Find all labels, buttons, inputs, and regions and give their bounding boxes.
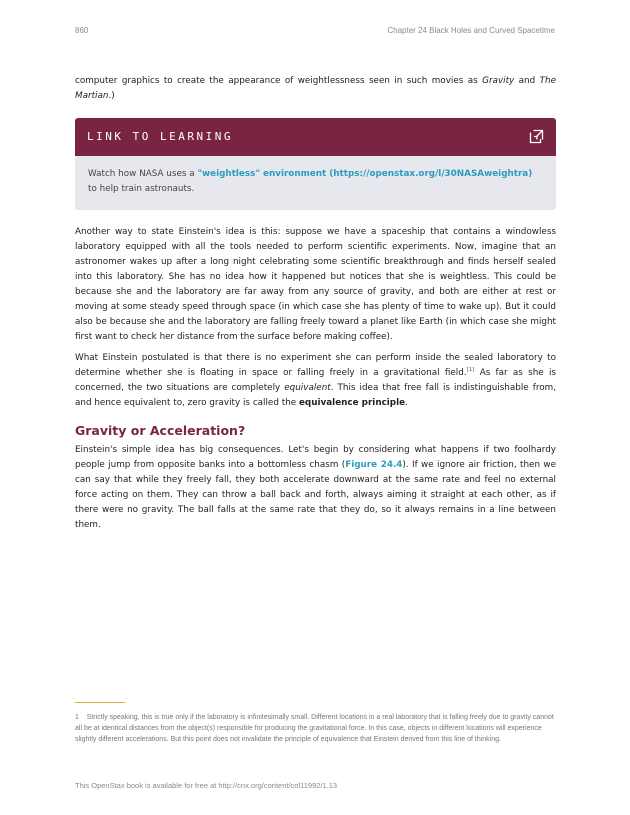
- page-footer: This OpenStax book is available for free at http://cnx.org/content/col11992/1.13: [75, 781, 338, 790]
- footnote-text: Strictly speaking, this is true only if the laboratory is infinitesimally small. Different locations in a real laboratory that is falling freely due to gravity cannot all be at identical distances from the object(s) responsible for producing the gravitational force. In this case, objects in different locations will experience slightly different accelerations. But this point does not invalidate the principle of equivalence that Einstein derived from this line of thinking.: [75, 714, 554, 744]
- page-body: [75, 74, 556, 533]
- section-text-b: ). If we ignore air friction, then we can say that while they freely fall, they both accelerate downward at the same rate and feel no external force acting on them. They can throw a ball back and forth, always aiming it straight at each other, as if there were no gravity. The ball falls at the same rate that they do, so it always remains in a line between them.: [75, 460, 556, 530]
- page-header: [75, 26, 555, 38]
- equivalence-text-c: . This idea that free fall is indistinguishable from, and hence equivalent to, zero gravity is called the: [75, 383, 556, 408]
- intro-text-end: .): [108, 91, 115, 101]
- link-to-learning-body: [75, 156, 556, 210]
- chapter-title: Chapter 24 Black Holes and Curved Spacetime: [387, 26, 555, 35]
- external-link-icon[interactable]: [529, 129, 544, 144]
- equivalence-text-b: As far as she is concerned, the two situations are completely: [75, 368, 557, 393]
- footnote: [75, 712, 556, 746]
- footnote-ref[interactable]: [1]: [466, 367, 475, 374]
- paragraph-equivalence: [75, 351, 556, 411]
- equivalence-text-end: .: [405, 398, 408, 408]
- equivalence-principle-term: equivalence principle: [298, 398, 406, 408]
- intro-text: computer graphics to create the appearance of weightlessness seen in such movies as: [75, 76, 483, 86]
- page-number: 860: [75, 26, 89, 35]
- footnote-divider: [75, 702, 125, 703]
- intro-text-and: and: [514, 76, 540, 86]
- intro-paragraph: [75, 74, 556, 104]
- paragraph-gravity-acceleration: [75, 443, 556, 533]
- footnote-number: 1: [75, 714, 79, 721]
- movie-title-gravity: Gravity: [482, 76, 515, 86]
- equivalence-text: What Einstein postulated is that there is no experiment she can perform inside the sealed laboratory to determine whether she is floating in space or falling freely in a gravitational field.: [75, 353, 556, 378]
- link-to-learning-box: [75, 118, 556, 210]
- section-text: Einstein's simple idea has big consequences. Let's begin by considering what happens if two foolhardy people jump from opposite banks into a bottomless chasm (: [75, 445, 556, 470]
- paragraph-spaceship: Another way to state Einstein's idea is this: suppose we have a spaceship that contains a windowless laboratory equipped with all the tools needed to perform scientific experiments. Now, imagine that an astronomer wakes up after a long night celebrating some scientific breakthrough and finds herself sealed into this laboratory. She has no idea how it happened but notices that she is weightless. This could be because she and the laboratory are far away from any source of gravity, and both are either at rest or moving at some steady speed through space (in which case she has plenty of time to wake up). But it could also be because she and the laboratory are falling freely toward a planet like Earth (in which case she might first want to check her distance from the surface before making coffee).: [75, 227, 556, 342]
- section-heading: Gravity or Acceleration?: [75, 423, 246, 438]
- nasa-weightless-link[interactable]: "weightless" environment (https://openstax.org/l/30NASAweightra): [197, 169, 533, 179]
- figure-link[interactable]: Figure 24.4: [345, 460, 403, 470]
- link-to-learning-text-after: to help train astronauts.: [88, 184, 195, 194]
- link-to-learning-header: [75, 118, 556, 156]
- link-to-learning-text: Watch how NASA uses a: [88, 169, 198, 179]
- movie-title-martian: The Martian: [75, 76, 556, 101]
- link-to-learning-title: LINK TO LEARNING: [87, 130, 233, 143]
- equivalent-emphasis: equivalent: [284, 383, 331, 393]
